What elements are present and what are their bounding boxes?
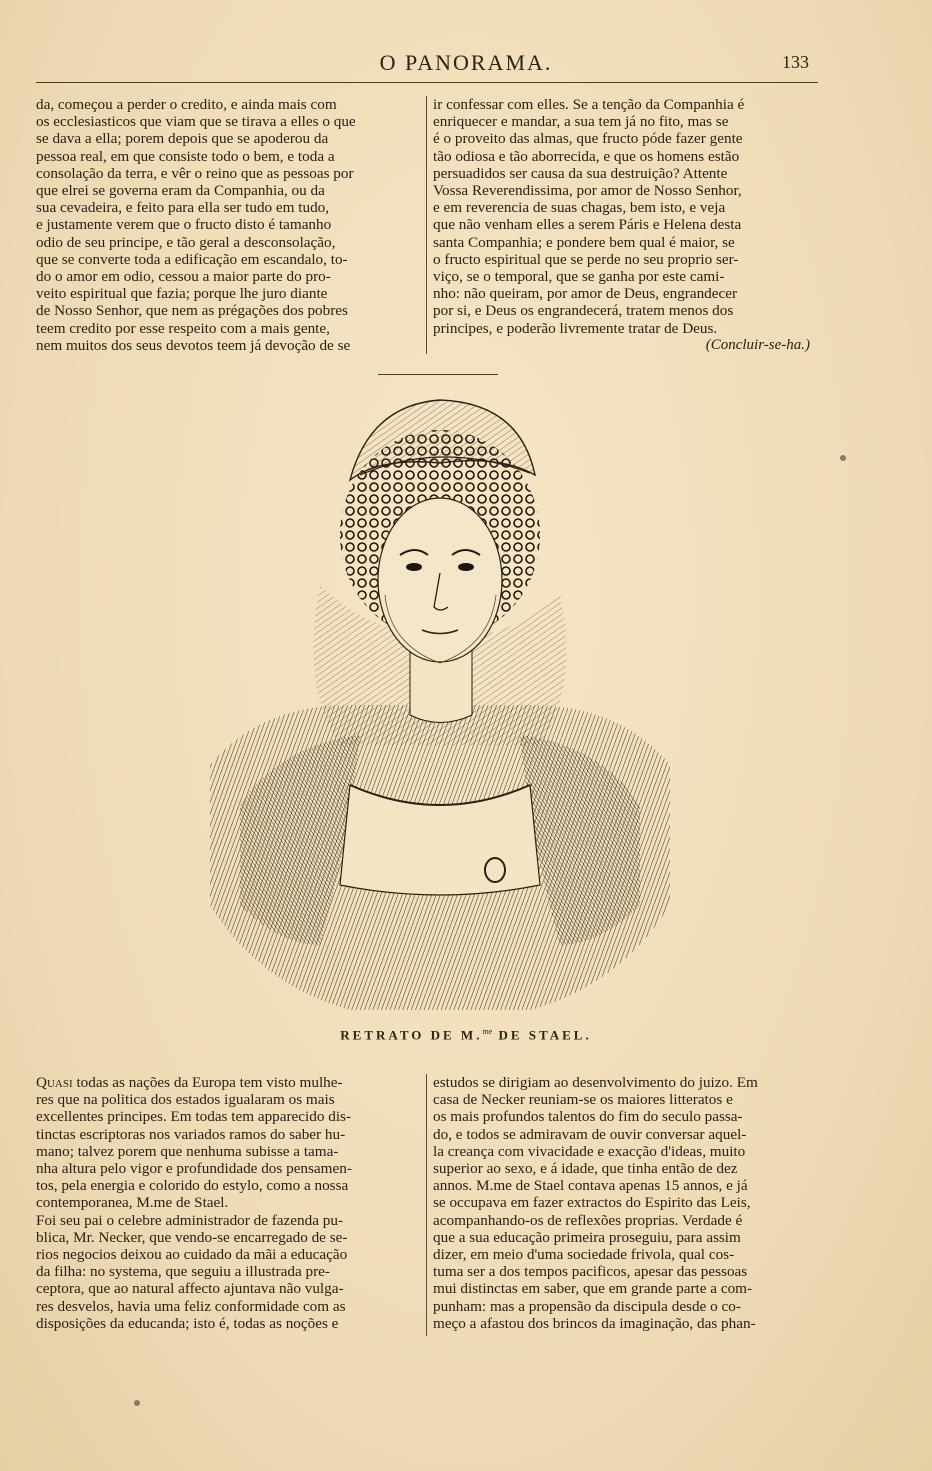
header-rule: [36, 82, 818, 83]
page-title: O PANORAMA.: [379, 50, 553, 75]
drop-cap: Q: [36, 1074, 47, 1091]
paper-speck: [134, 1400, 140, 1406]
top-left-column: da, começou a perder o credito, e ainda mais com os ecclesiasticos que viam que se tirava a elles o que se dava a ella; porem depois que se apoderou da pessoa real, em que consiste todo o bem, e toda a consolação da terra, e vêr o reino que as pessoas por que elrei se governa eram da Companhia, ou da sua cevadeira, e feito para ella ser tudo em tudo, e justamente verem que o fructo disto é tamanho odio de seu principe, e tão geral a desconsolação, que se converte toda a edificação em escandalo, to- do o amor em odio, cessou a maior parte do pro- veito espiritual que fazia; porque lhe juro diante de Nosso Senhor, que nem as prégações dos pobres teem credito por esse respeito com a mais gente, nem muitos dos seus devotos teem já devoção de se: [36, 96, 356, 354]
column-divider-bottom: [426, 1074, 427, 1336]
bottom-right-column: estudos se dirigiam ao desenvolvimento do juizo. Em casa de Necker reuniam-se os maiores litteratos e os mais profundos talentos do fim do seculo passa- do, e todos se admiravam de ouvir conversar aquel- la creança com vivacidade e exacção d'ideas, muito superior ao sexo, e á idade, que tinha então de dez annos. M.me de Stael contava apenas 15 annos, e já se occupava em fazer extractos do Espirito das Leis, acompanhando-os de reflexões proprias. Verdade é que a sua educação primeira proseguiu, para assim dizer, em meio d'uma sociedade frivola, qual cos- tuma ser a dos tempos pacificos, apesar das pessoas mui distinctas em saber, que em grande parte a com- punham: mas a propensão da discipula desde o co- meço a afastou dos brincos da imaginação, das phan-: [433, 1074, 758, 1332]
caption-superscript: me: [482, 1027, 493, 1036]
small-caps-opening: uasi: [46, 1074, 73, 1091]
caption-prefix: RETRATO DE M.: [340, 1027, 483, 1043]
caption-suffix: DE STAEL.: [492, 1027, 592, 1043]
column-divider-top: [426, 96, 427, 354]
section-rule: [378, 374, 498, 375]
bottom-left-body: todas as nações da Europa tem visto mulhe- res que na politica dos estados igualaram os mais excellentes principes. Em todas tem apparecido dis- tinctas escriptoras nos variados ramos do saber hu- mano; talvez porem que nenhuma subisse a tama- nha altura pelo vigor e profundidade dos pensamen- tos, pela energia e colorido do estylo, como a nossa contemporanea, M.me de Stael. Foi seu pai o celebre administrador de fazenda pu- blica, Mr. Necker, que vendo-se encarregado de se- rios negocios deixou ao cuidado da mãi a educação da filha: no systema, que seguiu a illustrada pre- ceptora, que ao natural affecto ajuntava não vulga- res desvelos, havia uma feliz conformidade com as disposições da educanda; isto é, todas as noções e: [36, 1074, 352, 1332]
continuation-note: (Concluir-se-ha.): [705, 337, 810, 353]
page-number: 133: [782, 52, 809, 72]
portrait-engraving: [200, 385, 680, 1015]
top-right-column: ir confessar com elles. Se a tenção da Companhia é enriquecer e mandar, a sua tem já no fito, mas se é o proveito das almas, que fructo póde fazer gente tão odiosa e tão aborrecida, e que os homens estão persuadidos ser causa da sua destruição? Attente Vossa Reverendissima, por amor de Nosso Senhor, e em reverencia de suas chagas, bem isto, e veja que não venham elles a serem Páris e Helena desta santa Companhia; e pondere bem qual é maior, se o fructo espiritual que se perde no seu proprio ser- viço, se o temporal, que se ganha por este cami- nho: não queiram, por amor de Deus, engrandecer por si, e Deus os engrandecerá, tratem menos dos principes, e poderão livremente tratar de Deus.: [433, 96, 745, 337]
illustration-caption: [0, 1027, 932, 1043]
paper-speck: [840, 455, 846, 461]
bottom-left-column: [36, 1074, 420, 1332]
